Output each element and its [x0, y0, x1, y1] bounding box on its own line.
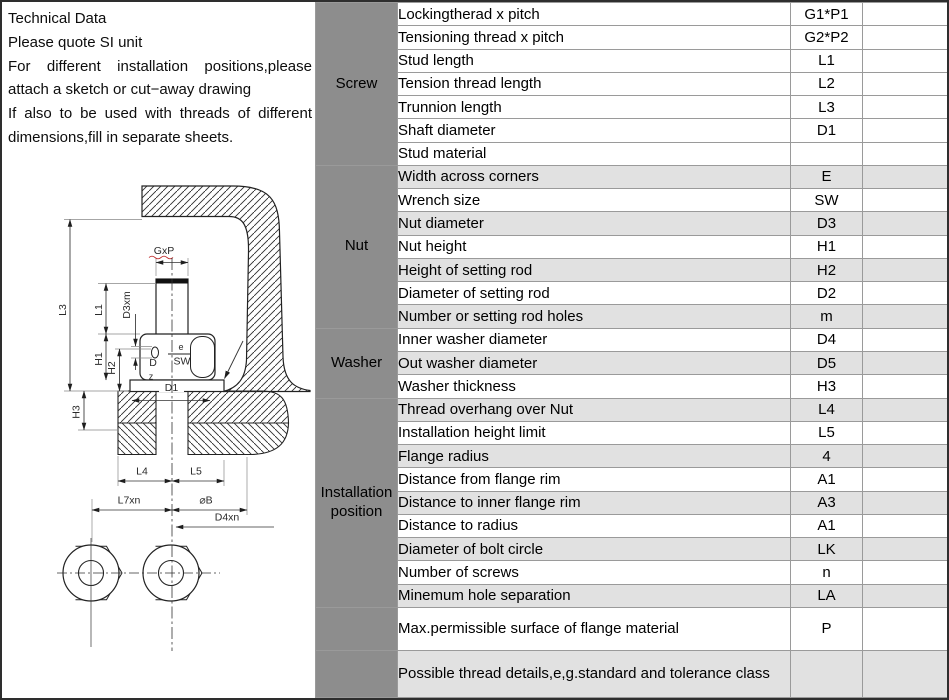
- info-line: dimensions,fill in separate sheets.: [8, 128, 234, 146]
- flange-upper-left: [118, 391, 156, 423]
- symbol-cell: L3: [791, 96, 863, 119]
- spec-label-cell: Diameter of setting rod: [398, 282, 791, 305]
- table-row: [316, 72, 949, 95]
- dim-label-gxp: GxP: [153, 245, 175, 257]
- category-cell: Installation position: [316, 398, 398, 607]
- spec-label-cell: Flange radius: [398, 445, 791, 468]
- table-row: [316, 189, 949, 212]
- flange-lower-left: [118, 423, 156, 455]
- value-cell[interactable]: [863, 119, 949, 142]
- dim-label-l7xn: L7xn: [117, 494, 141, 507]
- value-cell[interactable]: [863, 142, 949, 165]
- spec-label-cell: Inner washer diameter: [398, 328, 791, 351]
- spec-label-cell: Stud material: [398, 142, 791, 165]
- table-row: [316, 165, 949, 188]
- value-cell[interactable]: [863, 26, 949, 49]
- symbol-cell: L1: [791, 49, 863, 72]
- dim-label-d1: D1: [164, 382, 179, 394]
- symbol-cell: D1: [791, 119, 863, 142]
- spec-label-cell: Nut height: [398, 235, 791, 258]
- label-d: D: [149, 357, 157, 369]
- table-row: [316, 142, 949, 165]
- value-cell[interactable]: [863, 375, 949, 398]
- table-row: [316, 398, 949, 421]
- spec-label-cell: Width across corners: [398, 165, 791, 188]
- value-cell[interactable]: [863, 561, 949, 584]
- value-cell[interactable]: [863, 72, 949, 95]
- table-row: [316, 584, 949, 607]
- dim-label-l5: L5: [190, 465, 202, 478]
- dim-label-d3xm: D3xm: [121, 291, 133, 319]
- info-line: If also to be used with threads of different: [8, 105, 312, 123]
- info-line: For different installation positions,please: [8, 57, 312, 75]
- category-cell: [316, 607, 398, 650]
- symbol-cell: G1*P1: [791, 3, 863, 26]
- symbol-cell: A3: [791, 491, 863, 514]
- nut-hex-face: [191, 337, 215, 378]
- category-cell: Washer: [316, 328, 398, 398]
- table-wrap: [315, 2, 949, 698]
- table-row: [316, 305, 949, 328]
- spec-label-cell: Trunnion length: [398, 96, 791, 119]
- value-cell[interactable]: [863, 328, 949, 351]
- spec-label-cell: Number or setting rod holes: [398, 305, 791, 328]
- spec-label-cell: Number of screws: [398, 561, 791, 584]
- value-cell[interactable]: [863, 584, 949, 607]
- symbol-cell: D4: [791, 328, 863, 351]
- symbol-cell: LA: [791, 584, 863, 607]
- symbol-cell: H3: [791, 375, 863, 398]
- table-row: [316, 607, 949, 650]
- spec-label-cell: Installation height limit: [398, 421, 791, 444]
- spec-label-cell: Distance to inner flange rim: [398, 491, 791, 514]
- value-cell[interactable]: [863, 491, 949, 514]
- spec-label-cell: Thread overhang over Nut: [398, 398, 791, 421]
- dim-label-d4xn: D4xn: [214, 511, 240, 524]
- value-cell[interactable]: [863, 445, 949, 468]
- value-cell[interactable]: [863, 258, 949, 281]
- spec-label-cell: Lockingtherad x pitch: [398, 3, 791, 26]
- spec-label-cell: Tension thread length: [398, 72, 791, 95]
- spec-label-cell: Wrench size: [398, 189, 791, 212]
- spec-label-cell: Tensioning thread x pitch: [398, 26, 791, 49]
- table-row: [316, 445, 949, 468]
- symbol-cell: n: [791, 561, 863, 584]
- value-cell[interactable]: [863, 96, 949, 119]
- table-row: [316, 26, 949, 49]
- table-row: [316, 561, 949, 584]
- value-cell[interactable]: [863, 650, 949, 697]
- spec-label-cell: Diameter of bolt circle: [398, 538, 791, 561]
- symbol-cell: 4: [791, 445, 863, 468]
- symbol-cell: A1: [791, 468, 863, 491]
- dim-label-b: ⌀B: [199, 494, 213, 507]
- symbol-cell: D2: [791, 282, 863, 305]
- table-row: [316, 235, 949, 258]
- leader-line: [225, 341, 244, 379]
- symbol-cell: E: [791, 165, 863, 188]
- value-cell[interactable]: [863, 468, 949, 491]
- dim-label-l1: L1: [93, 304, 105, 316]
- spec-label-cell: Stud length: [398, 49, 791, 72]
- spec-label-cell: Distance from flange rim: [398, 468, 791, 491]
- table-row: [316, 3, 949, 26]
- dim-label-l4: L4: [136, 465, 148, 478]
- spec-label-cell: Shaft diameter: [398, 119, 791, 142]
- symbol-cell: [791, 650, 863, 697]
- spec-label-cell: Distance to radius: [398, 514, 791, 537]
- info-line-title: Technical Data: [8, 10, 107, 27]
- dim-label-l3: L3: [57, 304, 69, 316]
- label-z: z: [148, 371, 154, 382]
- label-sw: SW: [173, 355, 191, 368]
- table-row: [316, 514, 949, 537]
- dim-label-h1: H1: [93, 352, 105, 366]
- label-e: e: [178, 342, 184, 352]
- table-row: [316, 421, 949, 444]
- value-cell[interactable]: [863, 235, 949, 258]
- symbol-cell: D3: [791, 212, 863, 235]
- info-text: [2, 2, 314, 150]
- symbol-cell: L4: [791, 398, 863, 421]
- symbol-cell: [791, 142, 863, 165]
- spec-label-cell: Nut diameter: [398, 212, 791, 235]
- value-cell[interactable]: [863, 3, 949, 26]
- symbol-cell: H2: [791, 258, 863, 281]
- table-row: [316, 351, 949, 374]
- symbol-cell: LK: [791, 538, 863, 561]
- category-cell: Screw: [316, 3, 398, 166]
- table-row: [316, 49, 949, 72]
- table-row: [316, 650, 949, 697]
- category-cell: [316, 650, 398, 697]
- spec-table: [315, 2, 949, 698]
- value-cell[interactable]: [863, 212, 949, 235]
- symbol-cell: D5: [791, 351, 863, 374]
- value-cell[interactable]: [863, 165, 949, 188]
- value-cell[interactable]: [863, 282, 949, 305]
- table-row: [316, 538, 949, 561]
- info-line: attach a sketch or cut−away drawing: [8, 81, 252, 99]
- value-cell[interactable]: [863, 514, 949, 537]
- table-row: [316, 468, 949, 491]
- symbol-cell: G2*P2: [791, 26, 863, 49]
- table-row: [316, 328, 949, 351]
- value-cell[interactable]: [863, 538, 949, 561]
- value-cell[interactable]: [863, 351, 949, 374]
- flange-lower-right: [188, 423, 289, 455]
- symbol-cell: m: [791, 305, 863, 328]
- symbol-cell: H1: [791, 235, 863, 258]
- spec-label-cell: Possible thread details,e,g.standard and tolerance class: [398, 650, 791, 697]
- symbol-cell: L2: [791, 72, 863, 95]
- spec-label-cell: Max.permissible surface of flange material: [398, 607, 791, 650]
- spec-label-cell: Minemum hole separation: [398, 584, 791, 607]
- table-row: [316, 491, 949, 514]
- symbol-cell: L5: [791, 421, 863, 444]
- cross-section-drawing: [2, 152, 315, 657]
- dim-label-h3: H3: [70, 405, 83, 419]
- category-cell: Nut: [316, 165, 398, 328]
- value-cell[interactable]: [863, 305, 949, 328]
- value-cell[interactable]: [863, 398, 949, 421]
- value-cell[interactable]: [863, 49, 949, 72]
- value-cell[interactable]: [863, 189, 949, 212]
- value-cell[interactable]: [863, 607, 949, 650]
- info-line: Please quote SI unit: [8, 33, 143, 51]
- dim-label-h2: H2: [106, 361, 118, 375]
- table-row: [316, 212, 949, 235]
- symbol-cell: A1: [791, 514, 863, 537]
- value-cell[interactable]: [863, 421, 949, 444]
- spec-table-body: [316, 3, 949, 698]
- symbol-cell: SW: [791, 189, 863, 212]
- spec-label-cell: Height of setting rod: [398, 258, 791, 281]
- symbol-cell: P: [791, 607, 863, 650]
- spec-label-cell: Out washer diameter: [398, 351, 791, 374]
- table-row: [316, 258, 949, 281]
- plan-nut-left: [63, 538, 122, 647]
- table-row: [316, 375, 949, 398]
- spec-label-cell: Washer thickness: [398, 375, 791, 398]
- left-panel: [2, 2, 315, 698]
- flange-upper-right: [188, 391, 289, 423]
- table-row: [316, 282, 949, 305]
- table-row: [316, 119, 949, 142]
- table-row: [316, 96, 949, 119]
